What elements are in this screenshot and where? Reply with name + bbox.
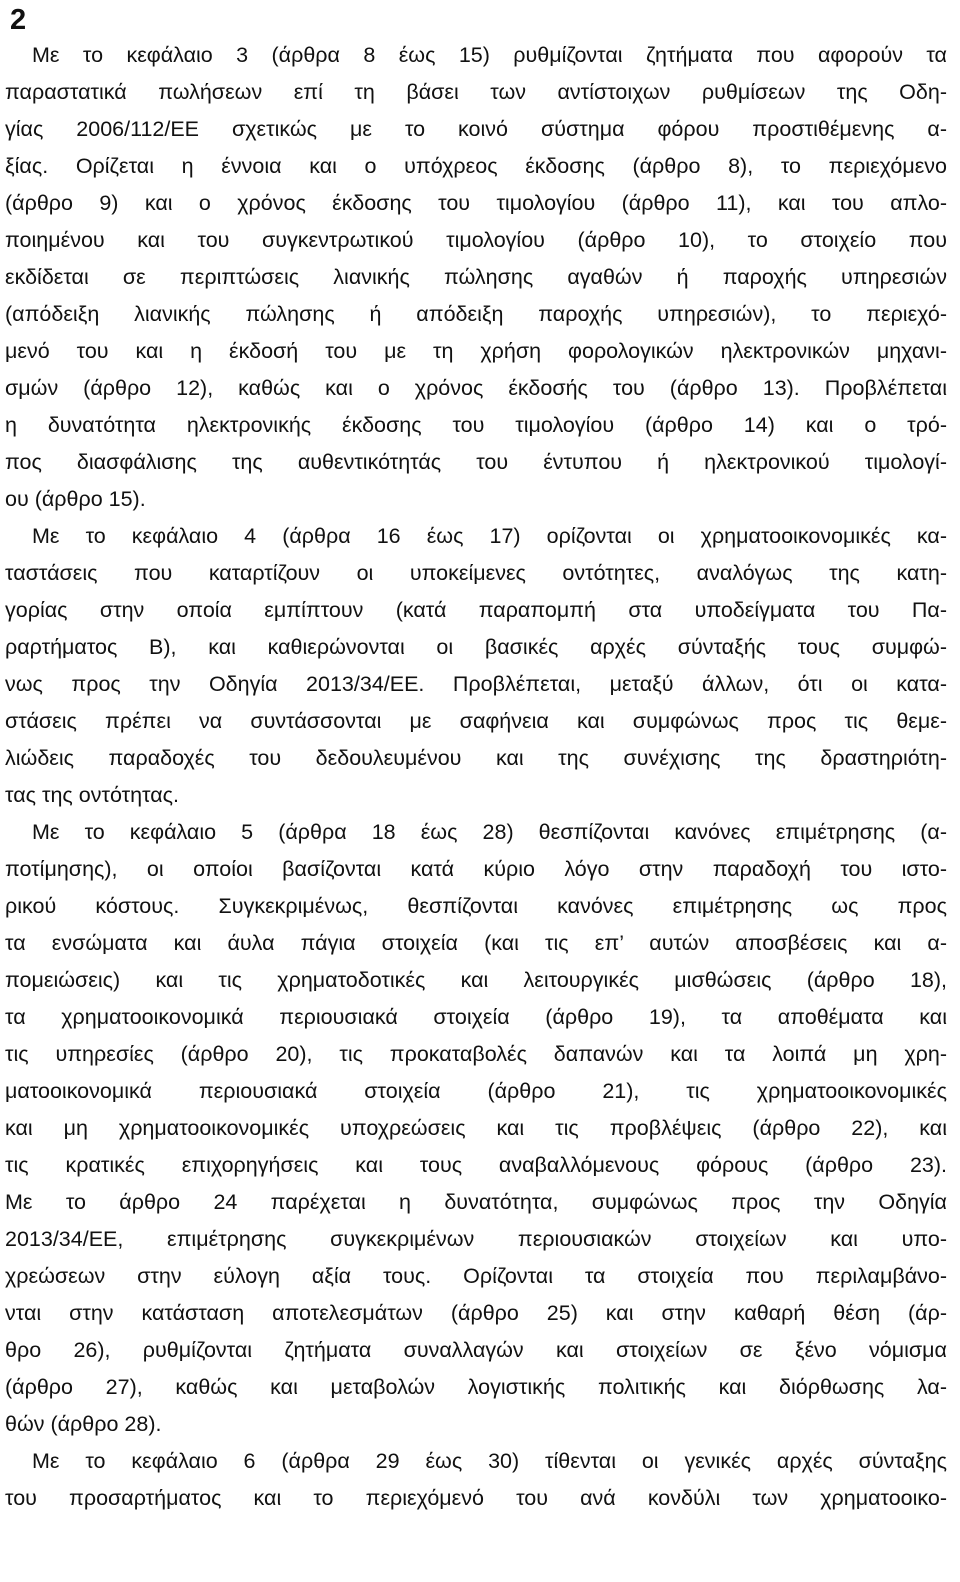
text-line: (άρθρο 27), καθώς και μεταβολών λογιστικής πολιτικής και διόρθωσης λα- — [5, 1375, 947, 1399]
text-line: Με το κεφάλαιο 4 (άρθρα 16 έως 17) ορίζονται οι χρηματοοικονομικές κα- — [32, 524, 947, 548]
text-line: παραστατικά πωλήσεων επί τη βάσει των αντίστοιχων ρυθμίσεων της Οδη- — [5, 80, 947, 104]
text-line: (απόδειξη λιανικής πώλησης ή απόδειξη παροχής υπηρεσιών), το περιεχό- — [5, 302, 947, 326]
text-line: ποτίμησης), οι οποίοι βασίζονται κατά κύριο λόγο στην παραδοχή του ιστο- — [5, 857, 947, 881]
text-line: η δυνατότητα ηλεκτρονικής έκδοσης του τιμολογίου (άρθρο 14) και ο τρό- — [5, 413, 947, 437]
text-line: ξίας. Ορίζεται η έννοια και ο υπόχρεος έκδοσης (άρθρο 8), το περιεχόμενο — [5, 154, 947, 178]
text-line: τις κρατικές επιχορηγήσεις και τους αναβαλλόμενους φόρους (άρθρο 23). — [5, 1153, 947, 1177]
text-line: εκδίδεται σε περιπτώσεις λιανικής πώλησης αγαθών ή παροχής υπηρεσιών — [5, 265, 947, 289]
text-line: Με το κεφάλαιο 3 (άρθρα 8 έως 15) ρυθμίζονται ζητήματα που αφορούν τα — [32, 43, 947, 67]
text-line: Με το άρθρο 24 παρέχεται η δυνατότητα, συμφώνως προς την Οδηγία — [5, 1190, 947, 1214]
text-line: ου (άρθρο 15). — [5, 487, 146, 511]
text-line: νται στην κατάσταση αποτελεσμάτων (άρθρο 25) και στην καθαρή θέση (άρ- — [5, 1301, 947, 1325]
text-line: ραρτήματος Β), και καθιερώνονται οι βασικές αρχές σύνταξής τους συμφώ- — [5, 635, 947, 659]
text-line: μενό του και η έκδοσή του με τη χρήση φορολογικών ηλεκτρονικών μηχανι- — [5, 339, 947, 363]
text-line: Με το κεφάλαιο 6 (άρθρα 29 έως 30) τίθενται οι γενικές αρχές σύνταξης — [32, 1449, 947, 1473]
text-line: στάσεις πρέπει να συντάσσονται με σαφήνεια και συμφώνως προς τις θεμε- — [5, 709, 947, 733]
text-line: τα χρηματοοικονομικά περιουσιακά στοιχεία (άρθρο 19), τα αποθέματα και — [5, 1005, 947, 1029]
text-line: πος διασφάλισης της αυθεντικότητάς του έντυπου ή ηλεκτρονικού τιμολογί- — [5, 450, 947, 474]
page-number: 2 — [10, 4, 27, 36]
text-line: γορίας στην οποία εμπίπτουν (κατά παραπομπή στα υποδείγματα του Πα- — [5, 598, 947, 622]
text-line: γίας 2006/112/ΕΕ σχετικώς με το κοινό σύστημα φόρου προστιθέμενης α- — [5, 117, 947, 141]
text-line: θρο 26), ρυθμίζονται ζητήματα συναλλαγών και στοιχείων σε ξένο νόμισμα — [5, 1338, 947, 1362]
text-line: τα ενσώματα και άυλα πάγια στοιχεία (και τις επ’ αυτών αποσβέσεις και α- — [5, 931, 947, 955]
text-line: Με το κεφάλαιο 5 (άρθρα 18 έως 28) θεσπίζονται κανόνες επιμέτρησης (α- — [32, 820, 947, 844]
text-line: (άρθρο 9) και ο χρόνος έκδοσης του τιμολογίου (άρθρο 11), και του απλο- — [5, 191, 947, 215]
body-text — [0, 37, 960, 1517]
text-line: ποιημένου και του συγκεντρωτικού τιμολογίου (άρθρο 10), το στοιχείο που — [5, 228, 947, 252]
text-line: ταστάσεις που καταρτίζουν οι υποκείμενες οντότητες, αναλόγως της κατη- — [5, 561, 947, 585]
text-line: νως προς την Οδηγία 2013/34/ΕΕ. Προβλέπεται, μεταξύ άλλων, ότι οι κατα- — [5, 672, 947, 696]
text-line: ματοοικονομικά περιουσιακά στοιχεία (άρθρο 21), τις χρηματοοικονομικές — [5, 1079, 947, 1103]
text-line: πομειώσεις) και τις χρηματοδοτικές και λειτουργικές μισθώσεις (άρθρο 18), — [5, 968, 947, 992]
text-line: τις υπηρεσίες (άρθρο 20), τις προκαταβολές δαπανών και τα λοιπά μη χρη- — [5, 1042, 947, 1066]
text-line: 2013/34/ΕΕ, επιμέτρησης συγκεκριμένων περιουσιακών στοιχείων και υπο- — [5, 1227, 947, 1251]
text-line: του προσαρτήματος και το περιεχόμενό του ανά κονδύλι των χρηματοοικο- — [5, 1486, 947, 1510]
text-line: ρικού κόστους. Συγκεκριμένως, θεσπίζονται κανόνες επιμέτρησης ως προς — [5, 894, 947, 918]
text-line: και μη χρηματοοικονομικές υποχρεώσεις και τις προβλέψεις (άρθρο 22), και — [5, 1116, 947, 1140]
text-line: τας της οντότητας. — [5, 783, 179, 807]
text-line: χρεώσεων στην εύλογη αξία τους. Ορίζονται τα στοιχεία που περιλαμβάνο- — [5, 1264, 947, 1288]
text-line: λιώδεις παραδοχές του δεδουλευμένου και της συνέχισης της δραστηριότη- — [5, 746, 947, 770]
text-line: σμών (άρθρο 12), καθώς και ο χρόνος έκδοσής του (άρθρο 13). Προβλέπεται — [5, 376, 947, 400]
text-line: θών (άρθρο 28). — [5, 1412, 162, 1436]
